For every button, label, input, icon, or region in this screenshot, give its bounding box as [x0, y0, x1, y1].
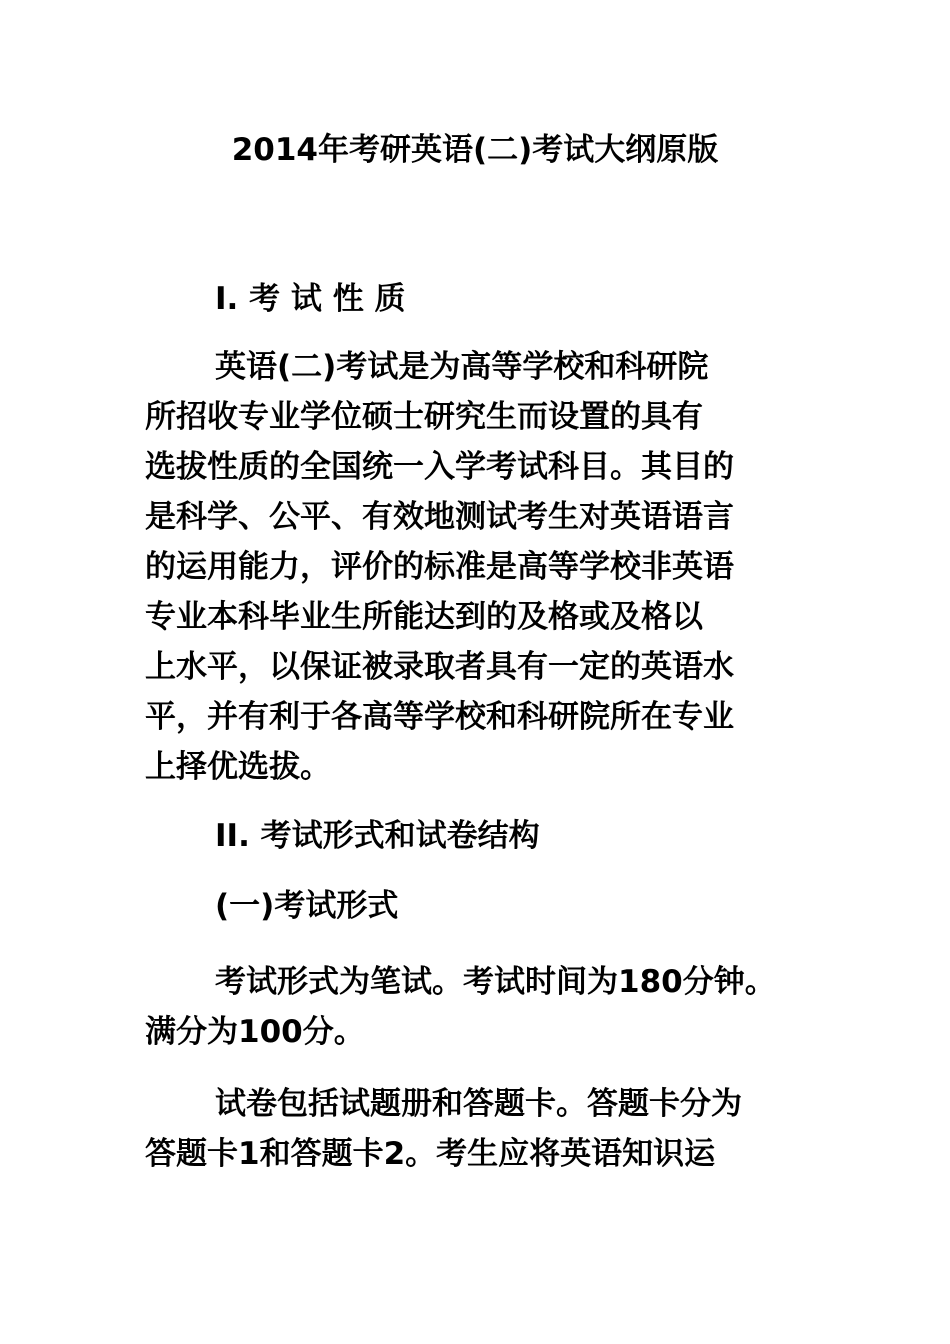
paragraph-line: 是科学、公平、有效地测试考生对英语语言 [145, 499, 734, 535]
section-heading-format: II. 考试形式和试卷结构 [215, 818, 540, 854]
paragraph-line: 的运用能力，评价的标准是高等学校非英语 [145, 549, 734, 585]
paragraph-line: 答题卡1和答题卡2。考生应将英语知识运 [145, 1136, 716, 1172]
section-heading-nature: I. 考 试 性 质 [215, 281, 406, 317]
paragraph-line: 英语(二)考试是为高等学校和科研院 [215, 349, 709, 385]
paragraph-line: 满分为100分。 [145, 1014, 365, 1050]
subsection-heading-exam-form: (一)考试形式 [215, 888, 399, 924]
paragraph-line: 平，并有利于各高等学校和科研院所在专业 [145, 699, 734, 735]
paragraph-line: 试卷包括试题册和答题卡。答题卡分为 [215, 1086, 742, 1122]
paragraph-line: 所招收专业学位硕士研究生而设置的具有 [145, 399, 703, 435]
paragraph-line: 上水平，以保证被录取者具有一定的英语水 [145, 649, 734, 685]
paragraph-line: 专业本科毕业生所能达到的及格或及格以 [145, 599, 703, 635]
paragraph-line: 选拔性质的全国统一入学考试科目。其目的 [145, 449, 734, 485]
paragraph-line: 上择优选拔。 [145, 749, 331, 785]
document-title: 2014年考研英语(二)考试大纲原版 [231, 132, 719, 168]
paragraph-line: 考试形式为笔试。考试时间为180分钟。 [215, 964, 776, 1000]
